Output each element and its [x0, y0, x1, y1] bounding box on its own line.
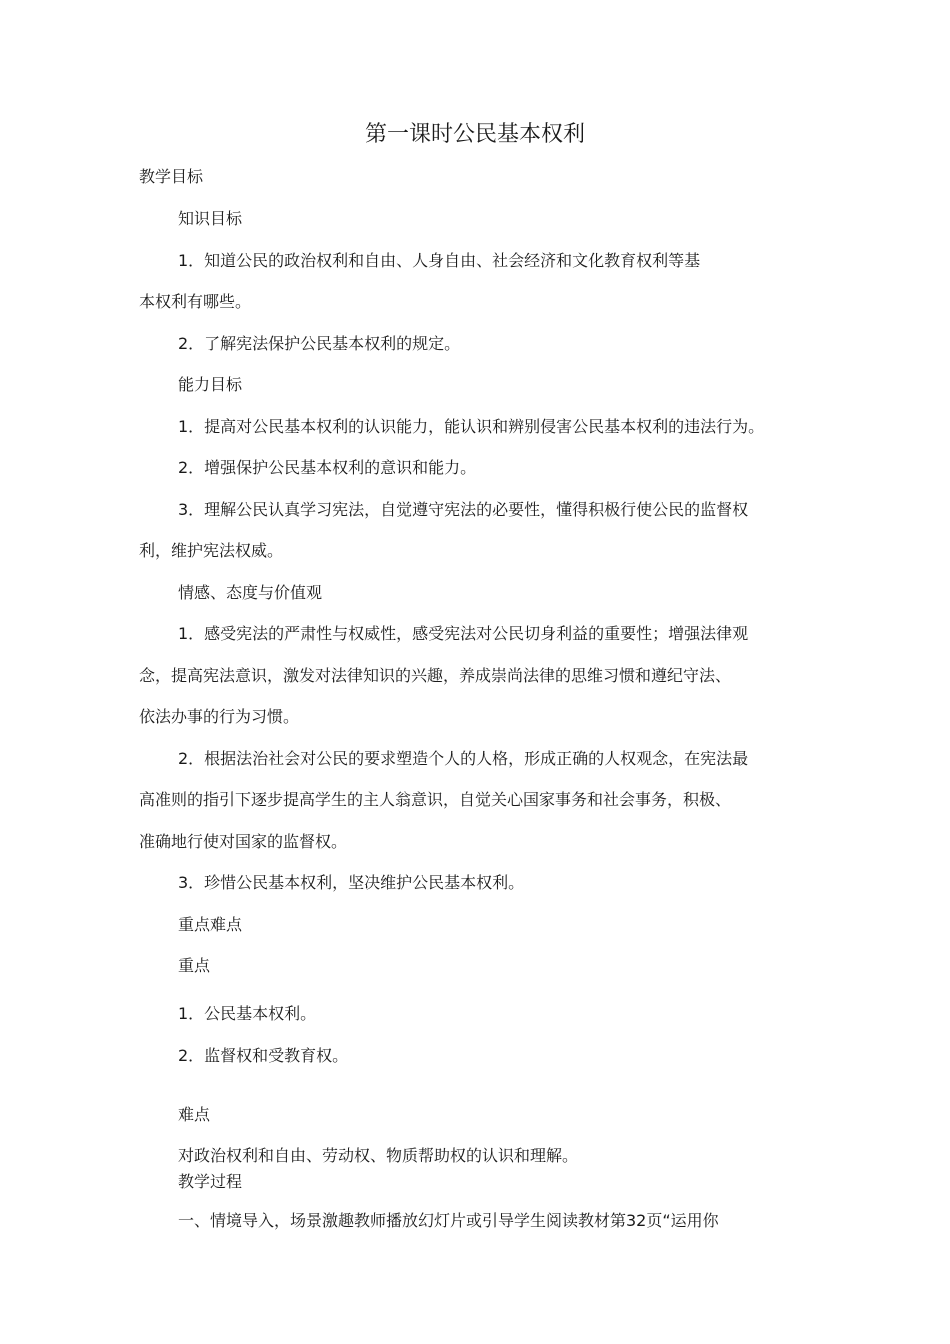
paragraph-line: 1．提高对公民基本权利的认识能力，能认识和辨别侵害公民基本权利的违法行为。: [178, 417, 765, 436]
document-title: 第一课时公民基本权利: [364, 122, 585, 147]
paragraph-line: 2．根据法治社会对公民的要求塑造个人的人格，形成正确的人权观念，在宪法最: [178, 749, 749, 768]
subheading-emotion-attitude-values: 情感、态度与价值观: [178, 583, 323, 602]
heading-teaching-process: 教学过程: [178, 1172, 243, 1191]
heading-key-difficult-points: 重点难点: [178, 915, 243, 934]
subheading-knowledge-goals: 知识目标: [178, 209, 243, 228]
heading-teaching-goals: 教学目标: [139, 167, 204, 186]
paragraph-line: 念，提高宪法意识，激发对法律知识的兴趣，养成崇尚法律的思维习惯和遵纪守法、: [139, 666, 732, 685]
paragraph-line: 3．珍惜公民基本权利，坚决维护公民基本权利。: [178, 873, 525, 892]
list-item: 1．公民基本权利。: [178, 1004, 317, 1023]
paragraph-line: 2．增强保护公民基本权利的意识和能力。: [178, 458, 477, 477]
paragraph-line: 准确地行使对国家的监督权。: [139, 832, 348, 851]
list-item: 2．监督权和受教育权。: [178, 1046, 349, 1065]
paragraph-line: 高准则的指引下逐步提高学生的主人翁意识，自觉关心国家事务和社会事务，积极、: [139, 790, 732, 809]
paragraph-line: 依法办事的行为习惯。: [139, 707, 300, 726]
subheading-difficult-points: 难点: [178, 1105, 211, 1124]
paragraph-line: 本权利有哪些。: [139, 292, 252, 311]
paragraph-line: 1．知道公民的政治权利和自由、人身自由、社会经济和文化教育权利等基: [178, 251, 701, 270]
subheading-key-points: 重点: [178, 956, 211, 975]
paragraph-line: 1．感受宪法的严肃性与权威性，感受宪法对公民切身利益的重要性；增强法律观: [178, 624, 749, 643]
paragraph-line: 3．理解公民认真学习宪法，自觉遵守宪法的必要性，懂得积极行使公民的监督权: [178, 500, 749, 519]
paragraph-line: 2．了解宪法保护公民基本权利的规定。: [178, 334, 461, 353]
paragraph-line: 利，维护宪法权威。: [139, 541, 284, 560]
paragraph-line: 一、情境导入，场景激趣教师播放幻灯片或引导学生阅读教材第32页“运用你: [178, 1211, 719, 1230]
subheading-ability-goals: 能力目标: [178, 375, 243, 394]
paragraph-line: 对政治权利和自由、劳动权、物质帮助权的认识和理解。: [178, 1146, 579, 1165]
